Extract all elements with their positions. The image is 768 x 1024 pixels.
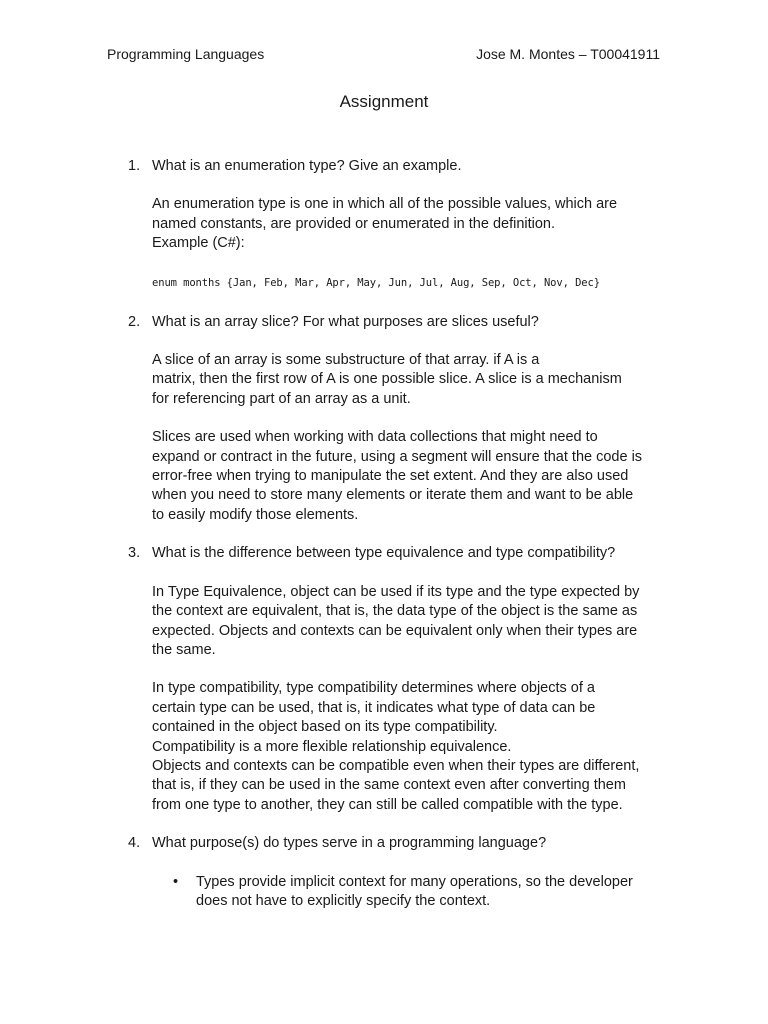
answer-2-paragraph-2 bbox=[152, 428, 674, 525]
answer-line: error-free when trying to manipulate the set extent. And they are also used bbox=[152, 468, 629, 485]
answer-line: from one type to another, they can still be called compatible with the type. bbox=[152, 796, 623, 813]
answer-line: A slice of an array is some substructure of that array. if A is a bbox=[152, 352, 540, 369]
question-4 bbox=[124, 834, 674, 853]
answer-line: the context are equivalent, that is, the data type of the object is the same as bbox=[152, 603, 638, 620]
answer-line: Example (C#): bbox=[152, 235, 245, 252]
header-course: Programming Languages bbox=[107, 46, 265, 62]
header-author: Jose M. Montes – T00041911 bbox=[476, 46, 660, 62]
answer-line: In type compatibility, type compatibility determines where objects of a bbox=[152, 680, 595, 697]
answer-line: the same. bbox=[152, 641, 216, 658]
question-text: What purpose(s) do types serve in a programming language? bbox=[152, 835, 547, 852]
question-2 bbox=[124, 313, 674, 332]
answer-line: named constants, are provided or enumerated in the definition. bbox=[152, 215, 556, 232]
answer-line: Objects and contexts can be compatible even when their types are different, bbox=[152, 757, 640, 774]
question-text: What is an array slice? For what purposes are slices useful? bbox=[152, 313, 539, 330]
bullet-item bbox=[173, 873, 674, 912]
answer-3-paragraph-2 bbox=[152, 679, 674, 815]
question-number: 2. bbox=[128, 313, 141, 330]
answer-line: that is, if they can be used in the same context even after converting them bbox=[152, 777, 626, 794]
answer-line: expand or contract in the future, using a segment will ensure that the code is bbox=[152, 448, 643, 465]
question-3 bbox=[124, 544, 674, 563]
answer-line: to easily modify those elements. bbox=[152, 506, 359, 523]
answer-line: when you need to store many elements or iterate them and want to be able bbox=[152, 487, 634, 504]
bullet-line: Types provide implicit context for many operations, so the developer bbox=[196, 873, 633, 890]
question-text: What is the difference between type equivalence and type compatibility? bbox=[152, 545, 616, 562]
answer-line: contained in the object based on its type compatibility. bbox=[152, 719, 498, 736]
question-1 bbox=[124, 157, 674, 176]
code-example: enum months {Jan, Feb, Mar, Apr, May, Jun, Jul, Aug, Sep, Oct, Nov, Dec} bbox=[152, 276, 600, 289]
bullet-icon: • bbox=[173, 873, 179, 890]
answer-line: An enumeration type is one in which all of the possible values, which are bbox=[152, 196, 618, 213]
answer-1 bbox=[152, 195, 674, 253]
answer-line: Slices are used when working with data collections that might need to bbox=[152, 429, 598, 446]
answer-line: In Type Equivalence, object can be used if its type and the type expected by bbox=[152, 583, 640, 600]
question-text: What is an enumeration type? Give an example. bbox=[152, 158, 462, 174]
answer-line: expected. Objects and contexts can be equivalent only when their types are bbox=[152, 622, 638, 639]
question-number: 3. bbox=[128, 545, 141, 562]
answer-2-paragraph-1 bbox=[152, 351, 674, 409]
answer-line: certain type can be used, that is, it indicates what type of data can be bbox=[152, 699, 596, 716]
bullet-line: does not have to explicitly specify the context. bbox=[196, 892, 491, 909]
answer-line: matrix, then the first row of A is one possible slice. A slice is a mechanism bbox=[152, 371, 622, 388]
question-number: 4. bbox=[128, 835, 141, 852]
answer-line: for referencing part of an array as a unit. bbox=[152, 390, 411, 407]
document-body bbox=[124, 157, 674, 911]
question-number: 1. bbox=[128, 158, 141, 174]
page-title: Assignment bbox=[339, 92, 429, 111]
answer-3-paragraph-1 bbox=[152, 583, 674, 661]
answer-line: Compatibility is a more flexible relationship equivalence. bbox=[152, 738, 512, 755]
